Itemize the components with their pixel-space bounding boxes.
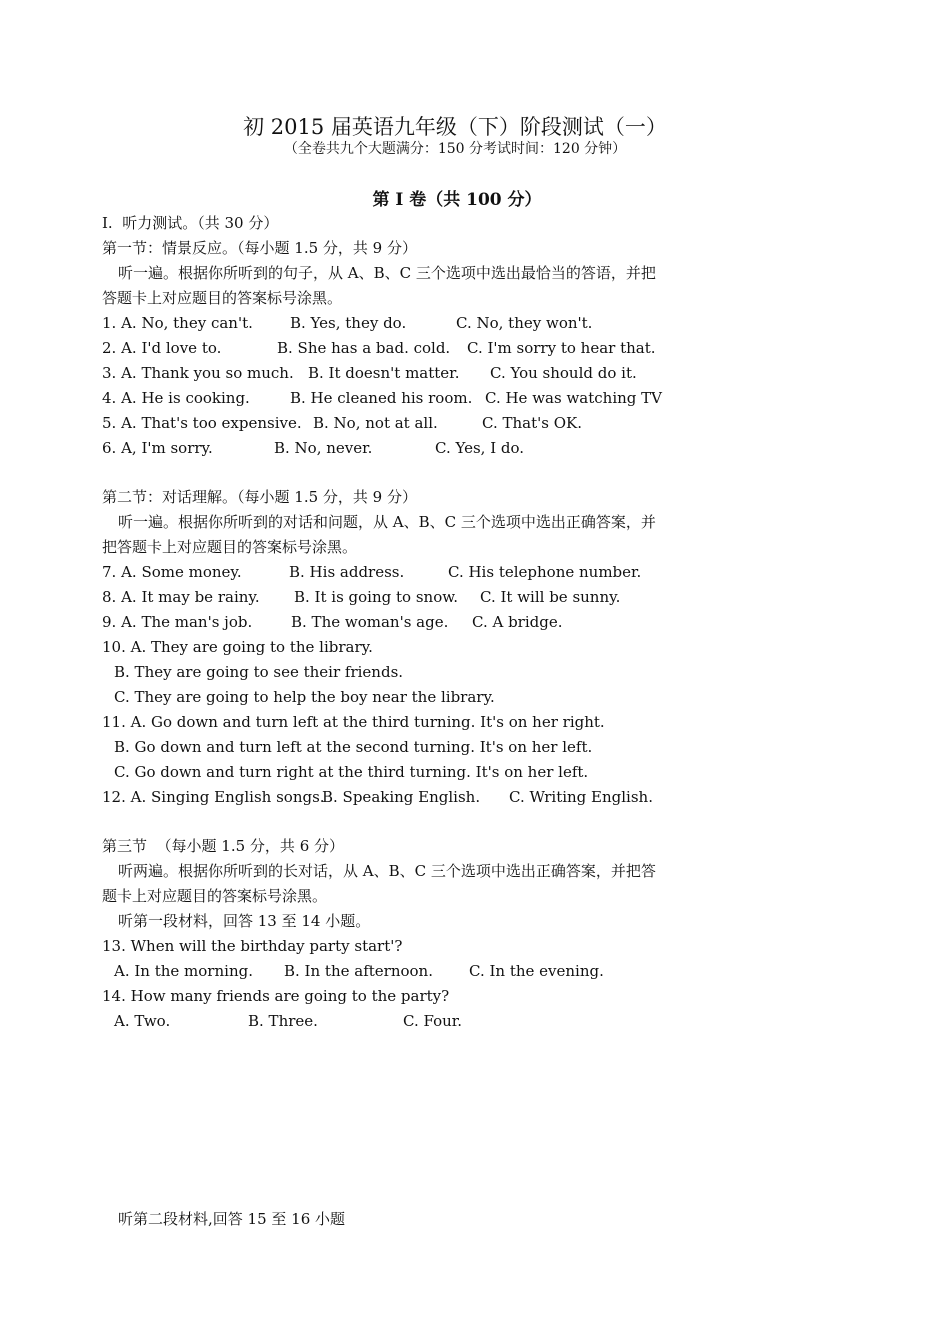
- option-c: C. That's OK.: [482, 414, 582, 432]
- option-a: 7. A. Some money.: [102, 563, 242, 581]
- s2-heading: 第二节：对话理解。（每小题 1.5 分，共 9 分）: [102, 488, 417, 506]
- s3-material-1: 听第一段材料，回答 13 至 14 小题。: [118, 912, 371, 930]
- option-c: C. They are going to help the boy near the library.: [114, 688, 495, 706]
- part-heading: I. 听力测试。（共 30 分）: [102, 214, 279, 232]
- option-b: B. She has a bad. cold.: [277, 339, 451, 357]
- option-b: B. No, never.: [274, 439, 373, 457]
- exam-title: 初 2015 届英语九年级（下）阶段测试（一）: [243, 115, 667, 139]
- option-b: B. The woman's age.: [291, 613, 449, 631]
- option-c: C. His telephone number.: [448, 563, 642, 581]
- option-c: C. Writing English.: [509, 788, 653, 806]
- s3-material-2: 听第二段材料,回答 15 至 16 小题: [118, 1210, 346, 1228]
- option-b: B. Three.: [248, 1012, 318, 1030]
- option-a: 3. A. Thank you so much.: [102, 364, 294, 382]
- option-c: C. Yes, I do.: [435, 439, 525, 457]
- option-a: 2. A. I'd love to.: [102, 339, 222, 357]
- option-a: 10. A. They are going to the library.: [102, 638, 373, 656]
- option-c: C. I'm sorry to hear that.: [467, 339, 656, 357]
- option-b: B. It doesn't matter.: [308, 364, 460, 382]
- s1-instruction-line2: 答题卡上对应题目的答案标号涂黑。: [102, 289, 343, 307]
- option-c: C. Four.: [403, 1012, 463, 1030]
- option-a: 9. A. The man's job.: [102, 613, 253, 631]
- option-b: B. It is going to snow.: [294, 588, 459, 606]
- option-b: B. He cleaned his room.: [290, 389, 473, 407]
- option-c: C. In the evening.: [469, 962, 604, 980]
- option-a: A. Two.: [114, 1012, 171, 1030]
- s3-heading: 第三节 （每小题 1.5 分，共 6 分）: [102, 837, 345, 855]
- option-b: B. In the afternoon.: [284, 962, 433, 980]
- option-c: C. No, they won't.: [456, 314, 593, 332]
- option-c: C. You should do it.: [490, 364, 637, 382]
- s3-instruction-line2: 题卡上对应题目的答案标号涂黑。: [102, 887, 328, 905]
- option-b: B. Yes, they do.: [290, 314, 407, 332]
- option-a: 12. A. Singing English songs.: [102, 788, 325, 806]
- s1-heading: 第一节：情景反应。（每小题 1.5 分，共 9 分）: [102, 239, 417, 257]
- option-c: C. A bridge.: [472, 613, 563, 631]
- option-a: 8. A. It may be rainy.: [102, 588, 260, 606]
- option-a: 5. A. That's too expensive.: [102, 414, 302, 432]
- option-b: B. They are going to see their friends.: [114, 663, 404, 681]
- volume-title: 第 I 卷（共 100 分）: [372, 190, 542, 210]
- option-a: 11. A. Go down and turn left at the third turning. It's on her right.: [102, 713, 605, 731]
- option-b: B. His address.: [289, 563, 405, 581]
- option-b: B. No, not at all.: [313, 414, 438, 432]
- s2-instruction-line2: 把答题卡上对应题目的答案标号涂黑。: [102, 538, 358, 556]
- s1-instruction-line1: 听一遍。根据你所听到的句子，从 A、B、C 三个选项中选出最恰当的答语，并把: [118, 264, 656, 282]
- option-c: C. It will be sunny.: [480, 588, 621, 606]
- s2-instruction-line1: 听一遍。根据你所听到的对话和问题，从 A、B、C 三个选项中选出正确答案，并: [118, 513, 656, 531]
- question-stem: 13. When will the birthday party start'?: [102, 937, 403, 955]
- option-a: A. In the morning.: [114, 962, 253, 980]
- option-a: 1. A. No, they can't.: [102, 314, 253, 332]
- option-b: B. Go down and turn left at the second turning. It's on her left.: [114, 738, 593, 756]
- s3-instruction-line1: 听两遍。根据你所听到的长对话，从 A、B、C 三个选项中选出正确答案，并把答: [118, 862, 656, 880]
- option-b: B. Speaking English.: [322, 788, 481, 806]
- option-a: 4. A. He is cooking.: [102, 389, 250, 407]
- option-c: C. Go down and turn right at the third turning. It's on her left.: [114, 763, 589, 781]
- exam-subtitle: （全卷共九个大题满分：150 分考试时间：120 分钟）: [283, 141, 627, 157]
- question-stem: 14. How many friends are going to the party?: [102, 987, 450, 1005]
- option-c: C. He was watching TV: [485, 389, 662, 407]
- option-a: 6. A, I'm sorry.: [102, 439, 213, 457]
